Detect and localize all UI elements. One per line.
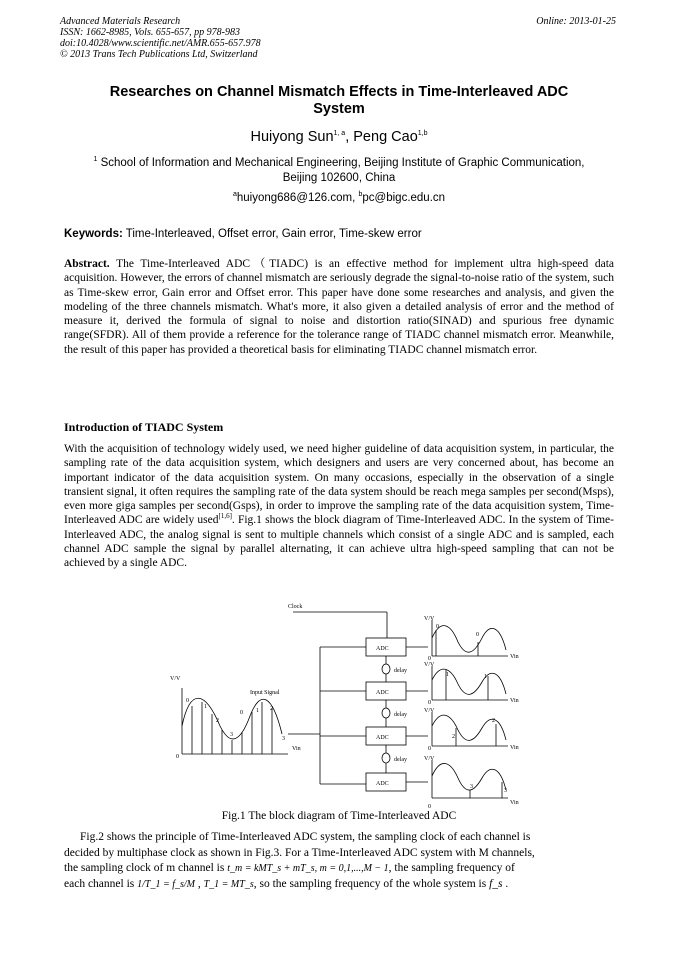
email-a: huiyong686@126.com	[236, 192, 353, 204]
affiliation	[64, 156, 614, 186]
p2-line-4-a: each channel is	[64, 877, 138, 890]
keywords-label: Keywords:	[64, 228, 123, 240]
delay-label-2: delay	[394, 712, 407, 718]
vv-label-3: V/V	[424, 708, 435, 714]
affil-line-1: School of Information and Mechanical Engineering, Beijing Institute of Graphic Communication,	[97, 157, 585, 169]
sample-1: 1	[204, 704, 207, 710]
zero-label-4: 0	[428, 804, 431, 810]
email-b: pc@bigc.edu.cn	[362, 192, 446, 204]
intro-text-b: . Fig.1 shows the block diagram of Time-Interleaved ADC. In the system of Time-Interleaved ADC, the analog signal is sent to multiple channels which consist of a single ADC and is sampled, each channel ADC sample the signal by parallel alternating, it can achieve ultra high-speed sampling that can not be achieved by a single ADC.	[64, 514, 614, 570]
p2-line-1: Fig.2 shows the principle of Time-Interleaved ADC system, the sampling clock of each channel is	[80, 831, 531, 843]
zero-label-2: 0	[428, 700, 431, 706]
p2-line-4: each channel is 1/T_1 = f_s/M , T_1 = MT_s, so the sampling frequency of the whole system is f_s .	[64, 877, 509, 890]
vv-label-input: V/V	[170, 676, 181, 682]
author-2-sup: 1,b	[417, 130, 428, 138]
out2-sample-1b: 1	[484, 674, 487, 680]
issn-line: ISSN: 1662-8985, Vols. 655-657, pp 978-983	[60, 27, 240, 38]
out4-sample-3: 3	[470, 784, 473, 790]
author-1: Huiyong Sun	[250, 129, 334, 145]
journal-name: Advanced Materials Research	[60, 16, 181, 27]
copyright-line: © 2013 Trans Tech Publications Ltd, Switzerland	[60, 49, 258, 60]
p2-line-3-a: the sampling clock of m channel is	[64, 862, 228, 874]
author-emails	[64, 192, 614, 204]
vin-label-3: Vin	[510, 745, 519, 751]
figure-1-caption: Fig.1 The block diagram of Time-Interleaved ADC	[221, 810, 457, 822]
p2-line-4-b: , so the sampling frequency of the whole system is	[253, 877, 490, 890]
author-sep: ,	[345, 129, 354, 145]
abstract-label: Abstract.	[64, 258, 110, 270]
figure-1-block-diagram	[160, 598, 540, 810]
sample-3b: 3	[282, 736, 285, 742]
equation-sampling-clock: t_m = kMT_s + mT_s, m = 0,1,...,M − 1	[227, 863, 389, 874]
sample-1b: 1	[256, 708, 259, 714]
p2-line-3-b: , the sampling frequency of	[388, 862, 515, 874]
delay-label-1: delay	[394, 668, 407, 674]
vv-label-1: V/V	[424, 616, 435, 622]
vv-label-2: V/V	[424, 662, 435, 668]
delay-element-3	[382, 753, 390, 763]
zero-label-1: 0	[428, 656, 431, 662]
sample-0: 0	[186, 698, 189, 704]
author-list	[60, 129, 618, 145]
out1-sample-0: 0	[436, 624, 439, 630]
sample-0b: 0	[240, 710, 243, 716]
out3-sample-2: 2	[452, 734, 455, 740]
author-2: Peng Cao	[353, 129, 418, 145]
zero-label-3: 0	[428, 746, 431, 752]
zero-label-input: 0	[176, 754, 179, 760]
intro-text-a: With the acquisition of technology widely used, we need higher guideline of data acquisition system, in particular, the sampling rate of the data acquisition system, which designers and users are very concerned about, has become an important indicator of the data acquisition system. On many occasions, especially in the observation of a single transient signal, it often requires the sampling rate of the data system should be reach mega samples per second(Msps), even more giga samples per second(Gsps), in order to improve the sampling rate of the data acquisition system, Time-Interleaved ADC are widely used	[64, 443, 614, 527]
delay-label-3: delay	[394, 757, 407, 763]
sample-2: 2	[216, 718, 219, 724]
p2-line-3	[64, 861, 614, 877]
email-sep: ,	[352, 192, 359, 204]
citation: [1,6]	[218, 512, 232, 521]
paper-title	[60, 84, 618, 118]
sample-2b: 2	[270, 706, 273, 712]
clock-label: Clock	[288, 604, 303, 610]
author-1-sup: 1, a	[333, 130, 346, 138]
delay-element-2	[382, 708, 390, 718]
abstract-text: The Time-Interleaved ADC（TIADC) is an effective method for implement ultra high-speed data acquisition. However, the errors of channel mismatch are seriously degrade the signal-to-noise ratio of the system, such as Time-skew error, Gain error and Offset error. This paper have done some researches and analysis, and given the modeling of the three channels mismatch. What's more, it also given a detailed analysis of error and the method of measure it, derived the formula of signal to noise and distortion ratio(SINAD) and spurious free dynamic range(SFDR). All of them provide a reference for the tolerance range of TIADC channel mismatch error. Meanwhile, the result of this paper has provided a theoretical basis for eliminating TIADC channel mismatch error.	[64, 258, 614, 356]
out3-sample-2b: 2	[492, 718, 495, 724]
input-signal-label: Input Signal	[250, 690, 280, 696]
vin-label-1: Vin	[510, 654, 519, 660]
vin-label-2: Vin	[510, 698, 519, 704]
abstract	[64, 257, 614, 357]
online-date: Online: 2013-01-25	[536, 16, 616, 27]
vv-label-4: V/V	[424, 756, 435, 762]
adc-label-3: ADC	[376, 735, 389, 741]
title-line-2: System	[313, 101, 365, 117]
sample-3: 3	[230, 732, 233, 738]
p2-line-2: decided by multiphase clock as shown in Fig.3. For a Time-Interleaved ADC system with M channels,	[64, 846, 535, 859]
vin-label-input: Vin	[292, 746, 301, 752]
adc-label-4: ADC	[376, 781, 389, 787]
out4-sample-3b: 3	[504, 788, 507, 794]
keywords	[64, 228, 614, 240]
email-b-sup: b	[358, 191, 363, 199]
section-heading-intro: Introduction of TIADC System	[64, 420, 224, 434]
title-line-1: Researches on Channel Mismatch Effects in Time-Interleaved ADC	[109, 84, 569, 100]
affil-sup: 1	[93, 156, 98, 164]
intro-paragraph	[64, 442, 614, 571]
email-a-sup: a	[232, 191, 237, 199]
paragraph-2	[64, 830, 614, 892]
doi-line: doi:10.4028/www.scientific.net/AMR.655-657.978	[60, 38, 261, 49]
out2-sample-1: 1	[446, 672, 449, 678]
delay-element-1	[382, 664, 390, 674]
affil-line-2: Beijing 102600, China	[282, 172, 396, 184]
keywords-text: Time-Interleaved, Offset error, Gain error, Time-skew error	[122, 228, 422, 240]
running-header	[60, 16, 261, 60]
p2-line-4-c: .	[502, 877, 509, 890]
equation-channel-freq: 1/T_1 = f_s/M	[137, 878, 195, 890]
vin-label-4: Vin	[510, 800, 519, 806]
equation-fs: f_s	[489, 877, 503, 890]
out1-sample-0b: 0	[476, 632, 479, 638]
equation-period: T_1 = MT_s	[203, 878, 254, 890]
adc-label-2: ADC	[376, 690, 389, 696]
adc-label-1: ADC	[376, 646, 389, 652]
